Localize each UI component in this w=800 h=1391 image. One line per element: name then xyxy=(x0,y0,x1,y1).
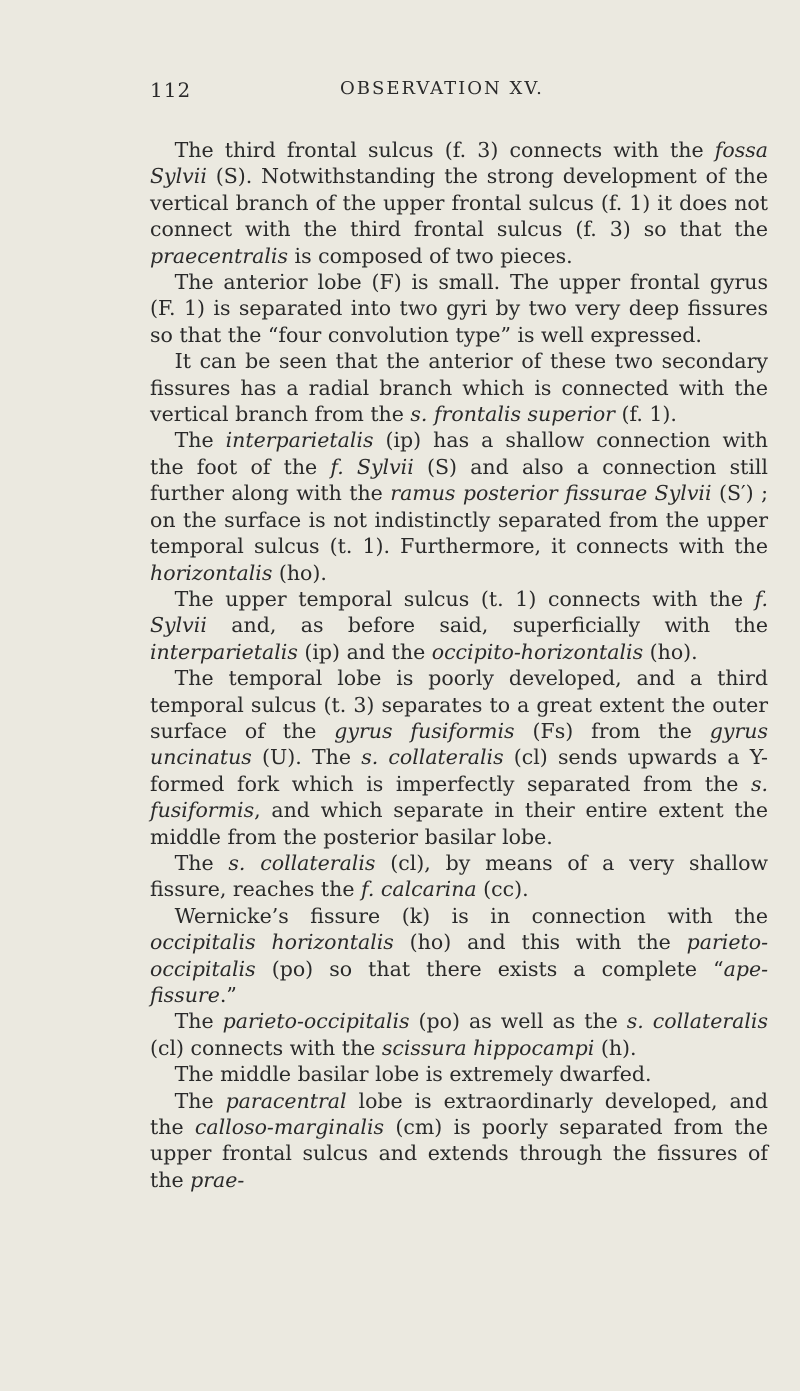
paragraph xyxy=(150,850,768,903)
text-run: (po) as well as the xyxy=(409,1009,627,1034)
text-run: The xyxy=(174,1009,223,1034)
italic-term: calloso-marginalis xyxy=(194,1115,385,1140)
italic-term: f. Sylvii xyxy=(150,586,768,638)
running-head: OBSERVATION XV. xyxy=(340,78,544,99)
italic-term: horizontalis xyxy=(150,560,273,585)
text-run: is composed of two pieces. xyxy=(288,243,573,268)
italic-term: prae- xyxy=(190,1167,245,1192)
paragraph xyxy=(150,1088,768,1194)
text-run: The temporal lobe is poorly developed, and a third temporal sulcus (t. 3) separates to a great extent the outer surface of the xyxy=(150,666,768,743)
italic-term: ape-fissure xyxy=(150,956,768,1007)
text-run: (ip) and the xyxy=(297,639,432,664)
italic-term: parieto-occipitalis xyxy=(150,930,768,981)
body-text xyxy=(150,137,768,1193)
text-run: (ip) has a shallow connection with the foot of the xyxy=(150,428,768,479)
text-run: , and which separate in their entire extent the middle from the posterior basilar lobe. xyxy=(150,798,768,849)
italic-term: s. collateralis xyxy=(361,745,504,770)
text-run: Wernicke’s fissure (k) is in connection with the xyxy=(174,903,768,928)
text-run: (U). The xyxy=(251,745,362,770)
text-run: (h). xyxy=(594,1035,637,1060)
text-run: (Fs) from the xyxy=(514,718,710,743)
italic-term: s. collateralis xyxy=(228,850,376,875)
text-run: The third frontal sulcus (f. 3) connects with the xyxy=(174,138,715,162)
paragraph xyxy=(150,903,768,1009)
italic-term: interparietalis xyxy=(225,428,374,453)
text-run: The xyxy=(174,428,226,453)
text-run: and, as before said, superficially with the xyxy=(206,613,768,638)
text-run: (po) so that there exists a complete “ xyxy=(255,956,724,981)
text-run: (cc). xyxy=(476,877,529,902)
text-run: (ho) and this with the xyxy=(393,930,687,955)
italic-term: interparietalis xyxy=(150,639,298,664)
italic-term: gyrus fusiformis xyxy=(334,718,515,743)
text-run: (S′) ; on the surface is not indistinctly separated from the upper temporal sulcus (t. 1). Furthermore, it connects with the xyxy=(150,481,769,559)
paragraph xyxy=(150,137,768,269)
text-run: (cl) connects with the xyxy=(150,1035,382,1060)
italic-term: s. frontalis superior xyxy=(410,402,615,427)
paragraph xyxy=(150,1008,768,1061)
italic-term: s. fusiformis xyxy=(150,771,768,823)
paragraph xyxy=(150,586,768,665)
text-run: The upper temporal sulcus (t. 1) connects with the xyxy=(174,586,755,611)
text-run: (cl) sends upwards a Y-formed fork which is imperfectly separated from the xyxy=(150,745,768,796)
italic-term: gyrus uncinatus xyxy=(150,718,769,770)
text-run: lobe is extraordinarly developed, and the xyxy=(150,1088,768,1140)
italic-term: f. calcarina xyxy=(360,877,477,902)
paragraph xyxy=(150,269,768,348)
text-run: (S). Notwithstanding the strong development of the vertical branch of the upper frontal sulcus (f. 1) it does not connect with the third frontal sulcus (f. 3) so that the xyxy=(150,164,768,242)
text-run: The xyxy=(174,850,229,875)
text-run: (ho). xyxy=(272,560,327,585)
italic-term: ramus posterior fissurae Sylvii xyxy=(390,481,712,506)
text-run: (S) and also a connection still further along with the xyxy=(150,454,768,506)
paragraph xyxy=(150,1061,768,1087)
italic-term: parieto-occipitalis xyxy=(222,1009,410,1034)
text-run: (ho). xyxy=(643,639,698,664)
text-run: .” xyxy=(219,983,237,1007)
text-run: The middle basilar lobe is extremely dwarfed. xyxy=(174,1062,652,1087)
italic-term: scissura hippocampi xyxy=(381,1035,595,1060)
italic-term: occipito-horizontalis xyxy=(431,639,644,664)
italic-term: paracentral xyxy=(225,1088,347,1113)
page-number: 112 xyxy=(150,78,192,102)
paragraph xyxy=(150,348,768,427)
text-run: The anterior lobe (F) is small. The upper frontal gyrus (F. 1) is separated into two gyri by two very deep fissures so that the “four convolution type” is well expressed. xyxy=(150,270,768,347)
italic-term: f. Sylvii xyxy=(330,454,414,479)
paragraph xyxy=(150,427,768,585)
italic-term: occipitalis horizontalis xyxy=(150,930,394,955)
text-run: (cl), by means of a very shallow fissure, reaches the xyxy=(150,850,768,902)
italic-term: s. collateralis xyxy=(626,1009,768,1034)
italic-term: fossa Sylvii xyxy=(150,138,768,189)
page-header xyxy=(150,78,770,104)
text-run: (f. 1). xyxy=(614,402,677,427)
text-run: (cm) is poorly separated from the upper frontal sulcus and extends through the fissures of the xyxy=(150,1115,768,1192)
text-run: It can be seen that the anterior of these two secondary fissures has a radial branch which is connected with the vertical branch from the xyxy=(150,349,768,427)
italic-term: praecentralis xyxy=(150,243,288,268)
text-run: The xyxy=(174,1088,226,1113)
paragraph xyxy=(150,665,768,850)
